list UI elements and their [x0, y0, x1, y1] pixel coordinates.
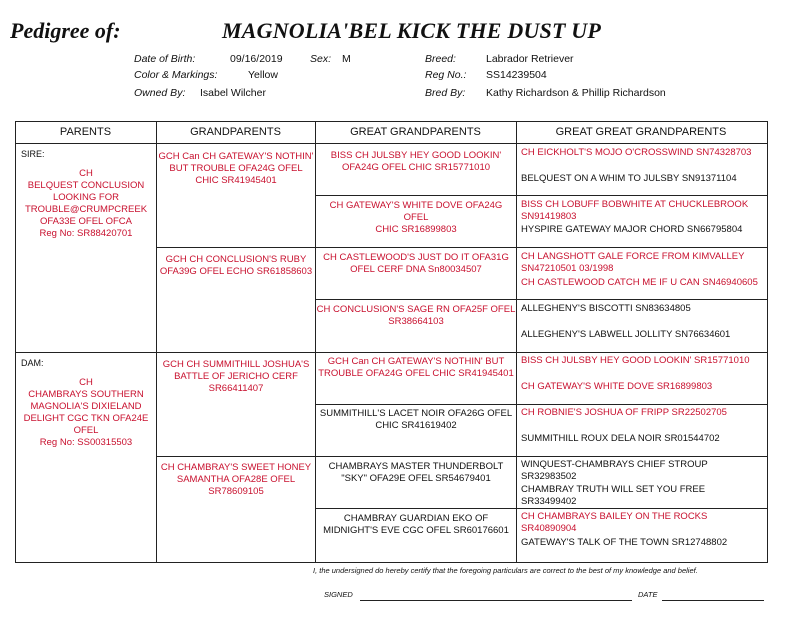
dob-label: Date of Birth:: [134, 53, 196, 65]
grandparent-line: SR78609105: [208, 486, 264, 497]
dam-line: Reg No: SS00315503: [39, 437, 133, 448]
grandparent-line: CHIC SR41945401: [195, 175, 277, 186]
sire-line: BELQUEST CONCLUSION: [27, 180, 145, 191]
ggp-line: CHAMBRAY TRUTH WILL SET YOU FREE: [521, 484, 706, 495]
date-line[interactable]: [662, 600, 764, 601]
row-divider: [15, 352, 767, 353]
great-grandparent-entry: [316, 461, 516, 485]
grandparent-entry: [157, 462, 315, 498]
row-divider: [315, 299, 767, 300]
header-grandparents: GRANDPARENTS: [190, 126, 281, 138]
grandparent-line: CH CHAMBRAY'S SWEET HONEY: [160, 462, 312, 473]
great-grandparent-line: CHIC SR16899803: [375, 224, 457, 235]
great-grandparent-line: GCH Can CH GATEWAY'S NOTHIN' BUT: [327, 356, 505, 367]
great-grandparent-line: CHAMBRAY GUARDIAN EKO OF: [343, 513, 489, 524]
ggp-entry: [521, 224, 742, 236]
ggp-line: CH CHAMBRAYS BAILEY ON THE ROCKS: [521, 511, 708, 522]
ggp-entry: [521, 329, 730, 341]
ggp-line: SN47210501 03/1998: [521, 263, 614, 274]
ggp-entry: [521, 199, 748, 223]
dob-value: 09/16/2019: [230, 53, 283, 65]
ggp-line: SR33499402: [521, 496, 577, 507]
ggp-line: ALLEGHENY'S LABWELL JOLLITY SN76634601: [521, 329, 731, 340]
dam-line: DELIGHT CGC TKN OFA24E: [23, 413, 149, 424]
reg-label: Reg No.:: [425, 69, 467, 81]
grandparent-entry: [157, 359, 315, 395]
grandparent-entry: [157, 151, 315, 187]
ggp-entry: [521, 381, 712, 393]
ggp-line: GATEWAY'S TALK OF THE TOWN SR12748802: [521, 537, 728, 548]
great-grandparent-line: OFA24G OFEL CHIC SR15771010: [341, 162, 491, 173]
signed-label: SIGNED: [324, 590, 353, 599]
col-divider: [516, 121, 517, 562]
sire-line: TROUBLE@CRUMPCREEK: [24, 204, 148, 215]
ggp-entry: [521, 277, 758, 289]
header-parents: PARENTS: [59, 126, 112, 138]
great-grandparent-entry: [316, 513, 516, 537]
ggp-entry: [521, 303, 691, 315]
great-grandparent-line: CHIC SR41619402: [375, 420, 457, 431]
grandparent-line: OFA39G OFEL ECHO SR61858603: [159, 266, 313, 277]
great-grandparent-entry: [316, 150, 516, 174]
ggp-entry: [521, 147, 751, 159]
row-divider: [156, 456, 767, 457]
header-great-grandparents: GREAT GRANDPARENTS: [350, 126, 481, 138]
sex-value: M: [342, 53, 351, 65]
ggp-line: SR40890904: [521, 523, 577, 534]
great-grandparent-line: "SKY" OFA29E OFEL SR54679401: [341, 473, 491, 484]
ggp-entry: [521, 173, 737, 185]
signature-line[interactable]: [360, 600, 632, 601]
ggp-entry: [521, 433, 720, 445]
col-divider: [315, 121, 316, 562]
ggp-line: BELQUEST ON A WHIM TO JULSBY SN91371104: [521, 173, 737, 184]
ggp-entry: [521, 511, 707, 535]
ggp-line: SR32983502: [521, 471, 577, 482]
owned-label: Owned By:: [134, 87, 186, 99]
dam-line: CH: [79, 377, 93, 388]
row-divider: [315, 404, 767, 405]
ggp-entry: [521, 484, 705, 508]
color-label: Color & Markings:: [134, 69, 218, 81]
grandparent-line: GCH CH CONCLUSION'S RUBY: [165, 254, 307, 265]
ggp-line: CH CASTLEWOOD CATCH ME IF U CAN SN46940605: [521, 277, 758, 288]
row-divider: [315, 195, 767, 196]
great-grandparent-entry: [316, 200, 516, 236]
great-grandparent-entry: [316, 356, 516, 380]
great-grandparent-line: SUMMITHILL'S LACET NOIR OFA26G OFEL: [319, 408, 513, 419]
ggp-line: SUMMITHILL ROUX DELA NOIR SR01544702: [521, 433, 720, 444]
great-grandparent-entry: [316, 408, 516, 432]
grandparent-line: BATTLE OF JERICHO CERF: [174, 371, 298, 382]
dam-line: CHAMBRAYS SOUTHERN: [28, 389, 144, 400]
owned-value: Isabel Wilcher: [200, 87, 266, 99]
ggp-entry: [521, 251, 744, 275]
grandparent-line: SR66411407: [208, 383, 264, 394]
reg-value: SS14239504: [486, 69, 547, 81]
ggp-line: CH EICKHOLT'S MOJO O'CROSSWIND SN74328703: [521, 147, 752, 158]
dam-entry: [16, 377, 156, 449]
great-grandparent-line: CH CONCLUSION'S SAGE RN OFA25F OFEL: [316, 304, 516, 315]
great-grandparent-entry: [316, 304, 516, 328]
ggp-line: ALLEGHENY'S BISCOTTI SN83634805: [521, 303, 691, 314]
grandparent-line: GCH CH SUMMITHILL JOSHUA'S: [162, 359, 310, 370]
ggp-entry: [521, 355, 750, 367]
great-grandparent-line: CH CASTLEWOOD'S JUST DO IT OFA31G: [323, 252, 509, 263]
grandparent-line: SAMANTHA OFA28E OFEL: [176, 474, 296, 485]
dam-line: OFEL: [73, 425, 99, 436]
sire-label: SIRE:: [21, 149, 45, 159]
great-grandparent-line: BISS CH JULSBY HEY GOOD LOOKIN': [330, 150, 502, 161]
date-label: DATE: [638, 590, 658, 599]
great-grandparent-line: TROUBLE OFA24G OFEL CHIC SR41945401: [318, 368, 514, 379]
pedigree-label: Pedigree of:: [10, 18, 121, 43]
breed-value: Labrador Retriever: [486, 53, 574, 65]
ggp-line: CH GATEWAY'S WHITE DOVE SR16899803: [521, 381, 713, 392]
header-divider: [15, 143, 767, 144]
sire-entry: [16, 168, 156, 240]
sire-line: Reg No: SR88420701: [39, 228, 133, 239]
great-grandparent-line: MIDNIGHT'S EVE CGC OFEL SR60176601: [323, 525, 509, 536]
ggp-line: BISS CH LOBUFF BOBWHITE AT CHUCKLEBROOK: [521, 199, 749, 210]
ggp-entry: [521, 459, 708, 483]
row-divider: [156, 247, 767, 248]
ggp-line: SN91419803: [521, 211, 577, 222]
great-grandparent-line: CH GATEWAY'S WHITE DOVE OFA24G OFEL: [329, 200, 503, 223]
ggp-line: CH ROBNIE'S JOSHUA OF FRIPP SR22502705: [521, 407, 727, 418]
color-value: Yellow: [248, 69, 278, 81]
dam-label: DAM:: [21, 358, 44, 368]
sire-line: LOOKING FOR: [53, 192, 119, 203]
grandparent-line: GCH Can CH GATEWAY'S NOTHIN': [158, 151, 314, 162]
ggp-line: CH LANGSHOTT GALE FORCE FROM KIMVALLEY: [521, 251, 745, 262]
sire-line: OFA33E OFEL OFCA: [39, 216, 133, 227]
ggp-entry: [521, 537, 727, 549]
sire-line: CH: [79, 168, 93, 179]
grandparent-entry: [157, 254, 315, 278]
grandparent-line: BUT TROUBLE OFA24G OFEL: [169, 163, 303, 174]
great-grandparent-line: CHAMBRAYS MASTER THUNDERBOLT: [328, 461, 504, 472]
great-grandparent-line: OFEL CERF DNA Sn80034507: [350, 264, 482, 275]
great-grandparent-entry: [316, 252, 516, 276]
great-grandparent-line: SR38664103: [388, 316, 444, 327]
ggp-entry: [521, 407, 727, 419]
header-great-great-grandparents: GREAT GREAT GRANDPARENTS: [555, 126, 727, 138]
breed-label: Breed:: [425, 53, 456, 65]
ggp-line: WINQUEST-CHAMBRAYS CHIEF STROUP: [521, 459, 708, 470]
certification-text: I, the undersigned do hereby certify that the foregoing particulars are correct to the best of my knowledge and belief.: [313, 566, 698, 575]
ggp-line: BISS CH JULSBY HEY GOOD LOOKIN' SR15771010: [521, 355, 750, 366]
bred-label: Bred By:: [425, 87, 466, 99]
sex-label: Sex:: [310, 53, 332, 65]
row-divider: [315, 508, 767, 509]
dog-name-title: MAGNOLIA'BEL KICK THE DUST UP: [222, 18, 602, 43]
bred-value: Kathy Richardson & Phillip Richardson: [486, 87, 666, 99]
dam-line: MAGNOLIA'S DIXIELAND: [30, 401, 142, 412]
ggp-line: HYSPIRE GATEWAY MAJOR CHORD SN66795804: [521, 224, 743, 235]
